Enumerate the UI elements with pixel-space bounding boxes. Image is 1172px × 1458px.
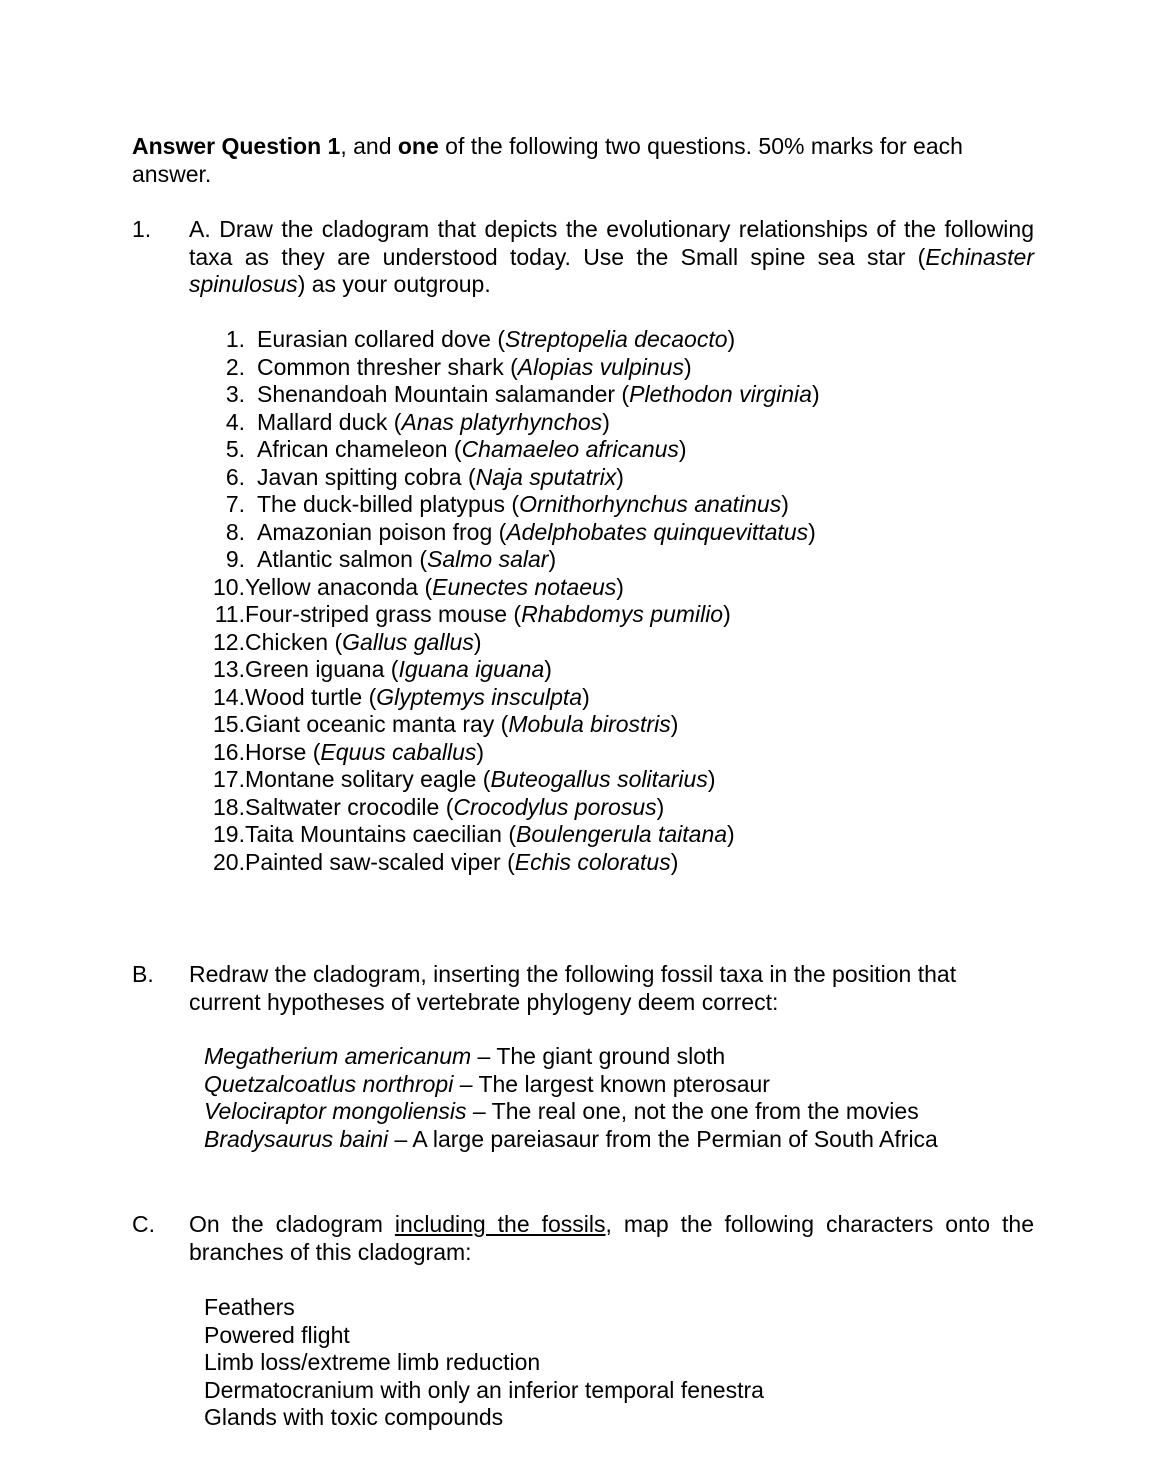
taxon-item	[202, 464, 820, 492]
taxon-item	[202, 794, 820, 822]
fossil-scientific-name: Velociraptor mongoliensis	[204, 1098, 467, 1124]
taxon-item	[202, 326, 820, 354]
taxon-common-name: Wood turtle	[245, 683, 363, 710]
fossil-description: – The giant ground sloth	[471, 1043, 726, 1069]
taxon-scientific-name: Salmo salar	[427, 546, 549, 572]
taxon-name: Saltwater crocodile (Crocodylus porosus)	[245, 793, 665, 820]
taxon-scientific-name: Plethodon virginia	[629, 381, 812, 407]
taxon-number: 20.	[213, 848, 245, 875]
taxon-number: 1.	[225, 326, 245, 352]
taxon-name: Atlantic salmon (Salmo salar)	[257, 546, 557, 572]
taxon-item	[202, 436, 820, 464]
taxon-item	[202, 656, 820, 684]
taxon-scientific-name: Glyptemys insculpta	[376, 683, 583, 710]
instructions-text-1: , and	[340, 133, 398, 159]
taxon-common-name: The duck-billed platypus	[257, 491, 506, 517]
taxon-item	[202, 519, 820, 547]
taxon-scientific-name: Anas platyrhynchos	[401, 408, 603, 435]
taxon-name: Amazonian poison frog (Adelphobates quinquevittatus)	[257, 518, 816, 545]
taxon-name: Chicken (Gallus gallus)	[245, 628, 482, 655]
question-c-post: , map the following characters onto the branches of this cladogram:	[189, 1211, 1034, 1265]
fossil-description: – A large pareiasaur from the Permian of South Africa	[388, 1125, 938, 1152]
taxon-common-name: Javan spitting cobra	[257, 463, 462, 490]
taxon-name: The duck-billed platypus (Ornithorhynchus anatinus)	[257, 491, 789, 517]
fossil-item	[204, 1126, 938, 1154]
taxon-scientific-name: Eunectes notaeus	[432, 573, 617, 600]
taxon-scientific-name: Adelphobates quinquevittatus	[506, 518, 809, 545]
question-c-underlined: including the fossils	[394, 1211, 606, 1237]
taxon-number: 13.	[213, 656, 245, 682]
taxon-common-name: Yellow anaconda	[245, 573, 419, 600]
fossil-item	[204, 1043, 938, 1071]
fossil-item	[204, 1071, 938, 1099]
taxon-number: 14.	[213, 683, 245, 710]
taxon-number: 6.	[225, 463, 245, 490]
fossil-scientific-name: Megatherium americanum	[204, 1043, 472, 1069]
taxon-item	[202, 409, 820, 437]
taxon-number: 15.	[213, 711, 245, 737]
fossil-description: – The real one, not the one from the movies	[466, 1098, 919, 1124]
character-list	[204, 1294, 764, 1432]
taxon-scientific-name: Naja sputatrix	[475, 463, 617, 490]
taxon-name: Shenandoah Mountain salamander (Plethodon virginia)	[257, 381, 820, 407]
taxon-scientific-name: Echis coloratus	[514, 848, 671, 875]
taxon-item	[202, 711, 820, 739]
taxon-common-name: Common thresher shark	[257, 353, 504, 380]
taxa-list	[202, 326, 820, 876]
taxon-name: Giant oceanic manta ray (Mobula birostris)	[245, 711, 679, 737]
taxon-item	[202, 601, 820, 629]
taxon-item	[202, 491, 820, 519]
taxon-common-name: Montane solitary eagle	[245, 766, 477, 792]
question-1-text	[189, 216, 1034, 299]
question-b-text: Redraw the cladogram, inserting the following fossil taxa in the position that current hypotheses of vertebrate phylogeny deem correct:	[189, 961, 957, 1015]
taxon-name: Taita Mountains caecilian (Boulengerula taitana)	[245, 821, 735, 847]
character-item: Glands with toxic compounds	[204, 1404, 504, 1430]
taxon-item	[202, 684, 820, 712]
taxon-item	[202, 354, 820, 382]
instructions	[132, 133, 1032, 188]
taxon-common-name: Mallard duck	[257, 408, 388, 435]
taxon-name: Painted saw-scaled viper (Echis coloratus)	[245, 848, 679, 875]
question-1-number: 1.	[132, 216, 152, 242]
taxon-scientific-name: Crocodylus porosus	[453, 793, 657, 820]
taxon-number: 5.	[225, 436, 245, 462]
character-item: Dermatocranium with only an inferior temporal fenestra	[204, 1376, 764, 1403]
question-c-pre: On the cladogram	[189, 1211, 395, 1237]
question-1-tail: ) as your outgroup.	[297, 271, 491, 297]
taxon-item	[202, 546, 820, 574]
character-item: Feathers	[204, 1294, 295, 1320]
taxon-item	[202, 766, 820, 794]
taxon-number: 3.	[225, 381, 245, 407]
taxon-item	[202, 381, 820, 409]
taxon-scientific-name: Chamaeleo africanus	[461, 436, 679, 462]
taxon-item	[202, 739, 820, 767]
taxon-number: 2.	[225, 353, 245, 380]
taxon-number: 8.	[225, 518, 245, 545]
taxon-name: Horse (Equus caballus)	[245, 738, 485, 765]
taxon-name: Mallard duck (Anas platyrhynchos)	[257, 408, 610, 435]
taxon-number: 10.	[213, 573, 245, 600]
taxon-number: 17.	[213, 766, 245, 792]
taxon-common-name: Eurasian collared dove	[257, 326, 491, 352]
fossil-scientific-name: Bradysaurus baini	[204, 1125, 389, 1152]
taxon-common-name: Saltwater crocodile	[245, 793, 440, 820]
fossil-list	[204, 1043, 938, 1153]
taxon-number: 11.	[214, 601, 245, 627]
fossil-description: – The largest known pterosaur	[453, 1070, 770, 1097]
taxon-number: 12.	[213, 628, 245, 655]
taxon-scientific-name: Buteogallus solitarius	[490, 766, 708, 792]
question-c-label: C.	[132, 1211, 155, 1237]
taxon-scientific-name: Streptopelia decaocto	[505, 326, 728, 352]
taxon-common-name: Painted saw-scaled viper	[245, 848, 501, 875]
taxon-number: 18.	[213, 793, 245, 820]
question-1-lead: A. Draw the cladogram that depicts the evolutionary relationships of the following taxa as they are understood today. Use the Small spine sea star (	[189, 216, 1034, 270]
taxon-name: Montane solitary eagle (Buteogallus solitarius)	[245, 766, 716, 792]
taxon-scientific-name: Boulengerula taitana	[516, 821, 728, 847]
taxon-scientific-name: Gallus gallus	[342, 628, 474, 655]
taxon-common-name: Amazonian poison frog	[257, 518, 493, 545]
taxon-name: Four-striped grass mouse (Rhabdomys pumilio)	[245, 601, 731, 627]
taxon-number: 16.	[213, 738, 245, 765]
taxon-name: African chameleon (Chamaeleo africanus)	[257, 436, 687, 462]
taxon-scientific-name: Alopias vulpinus	[517, 353, 684, 380]
taxon-scientific-name: Rhabdomys pumilio	[521, 601, 724, 627]
taxon-common-name: African chameleon	[257, 436, 448, 462]
instructions-bold-question: Answer Question 1	[132, 133, 341, 159]
taxon-common-name: Four-striped grass mouse	[245, 601, 508, 627]
taxon-item	[202, 849, 820, 877]
taxon-name: Yellow anaconda (Eunectes notaeus)	[245, 573, 624, 600]
taxon-item	[202, 574, 820, 602]
fossil-scientific-name: Quetzalcoatlus northropi	[204, 1070, 454, 1097]
taxon-scientific-name: Equus caballus	[320, 738, 477, 765]
taxon-name: Eurasian collared dove (Streptopelia decaocto)	[257, 326, 736, 352]
character-item: Powered flight	[204, 1321, 350, 1348]
question-1-outgroup: Echinaster spinulosus	[189, 243, 1034, 297]
taxon-number: 9.	[225, 546, 245, 572]
taxon-common-name: Shenandoah Mountain salamander	[257, 381, 616, 407]
question-c-text	[189, 1211, 1034, 1266]
taxon-number: 4.	[225, 408, 245, 435]
instructions-text-2: of the following two questions. 50% marks for each answer.	[132, 133, 963, 187]
instructions-bold-one: one	[397, 133, 439, 159]
taxon-name: Javan spitting cobra (Naja sputatrix)	[257, 463, 624, 490]
taxon-common-name: Giant oceanic manta ray	[245, 711, 495, 737]
taxon-common-name: Atlantic salmon	[257, 546, 413, 572]
taxon-common-name: Horse	[245, 738, 307, 765]
taxon-item	[202, 629, 820, 657]
question-b-label: B.	[132, 961, 154, 987]
taxon-name: Common thresher shark (Alopias vulpinus)	[257, 353, 692, 380]
taxon-scientific-name: Iguana iguana	[398, 656, 545, 682]
taxon-number: 7.	[225, 491, 245, 517]
taxon-name: Wood turtle (Glyptemys insculpta)	[245, 683, 590, 710]
taxon-common-name: Green iguana	[245, 656, 385, 682]
taxon-scientific-name: Mobula birostris	[508, 711, 671, 737]
taxon-common-name: Taita Mountains caecilian	[245, 821, 502, 847]
taxon-scientific-name: Ornithorhynchus anatinus	[519, 491, 782, 517]
taxon-name: Green iguana (Iguana iguana)	[245, 656, 552, 682]
taxon-item	[202, 821, 820, 849]
fossil-item	[204, 1098, 938, 1126]
character-item: Limb loss/extreme limb reduction	[204, 1349, 541, 1375]
taxon-common-name: Chicken	[245, 628, 329, 655]
taxon-number: 19.	[213, 821, 245, 847]
